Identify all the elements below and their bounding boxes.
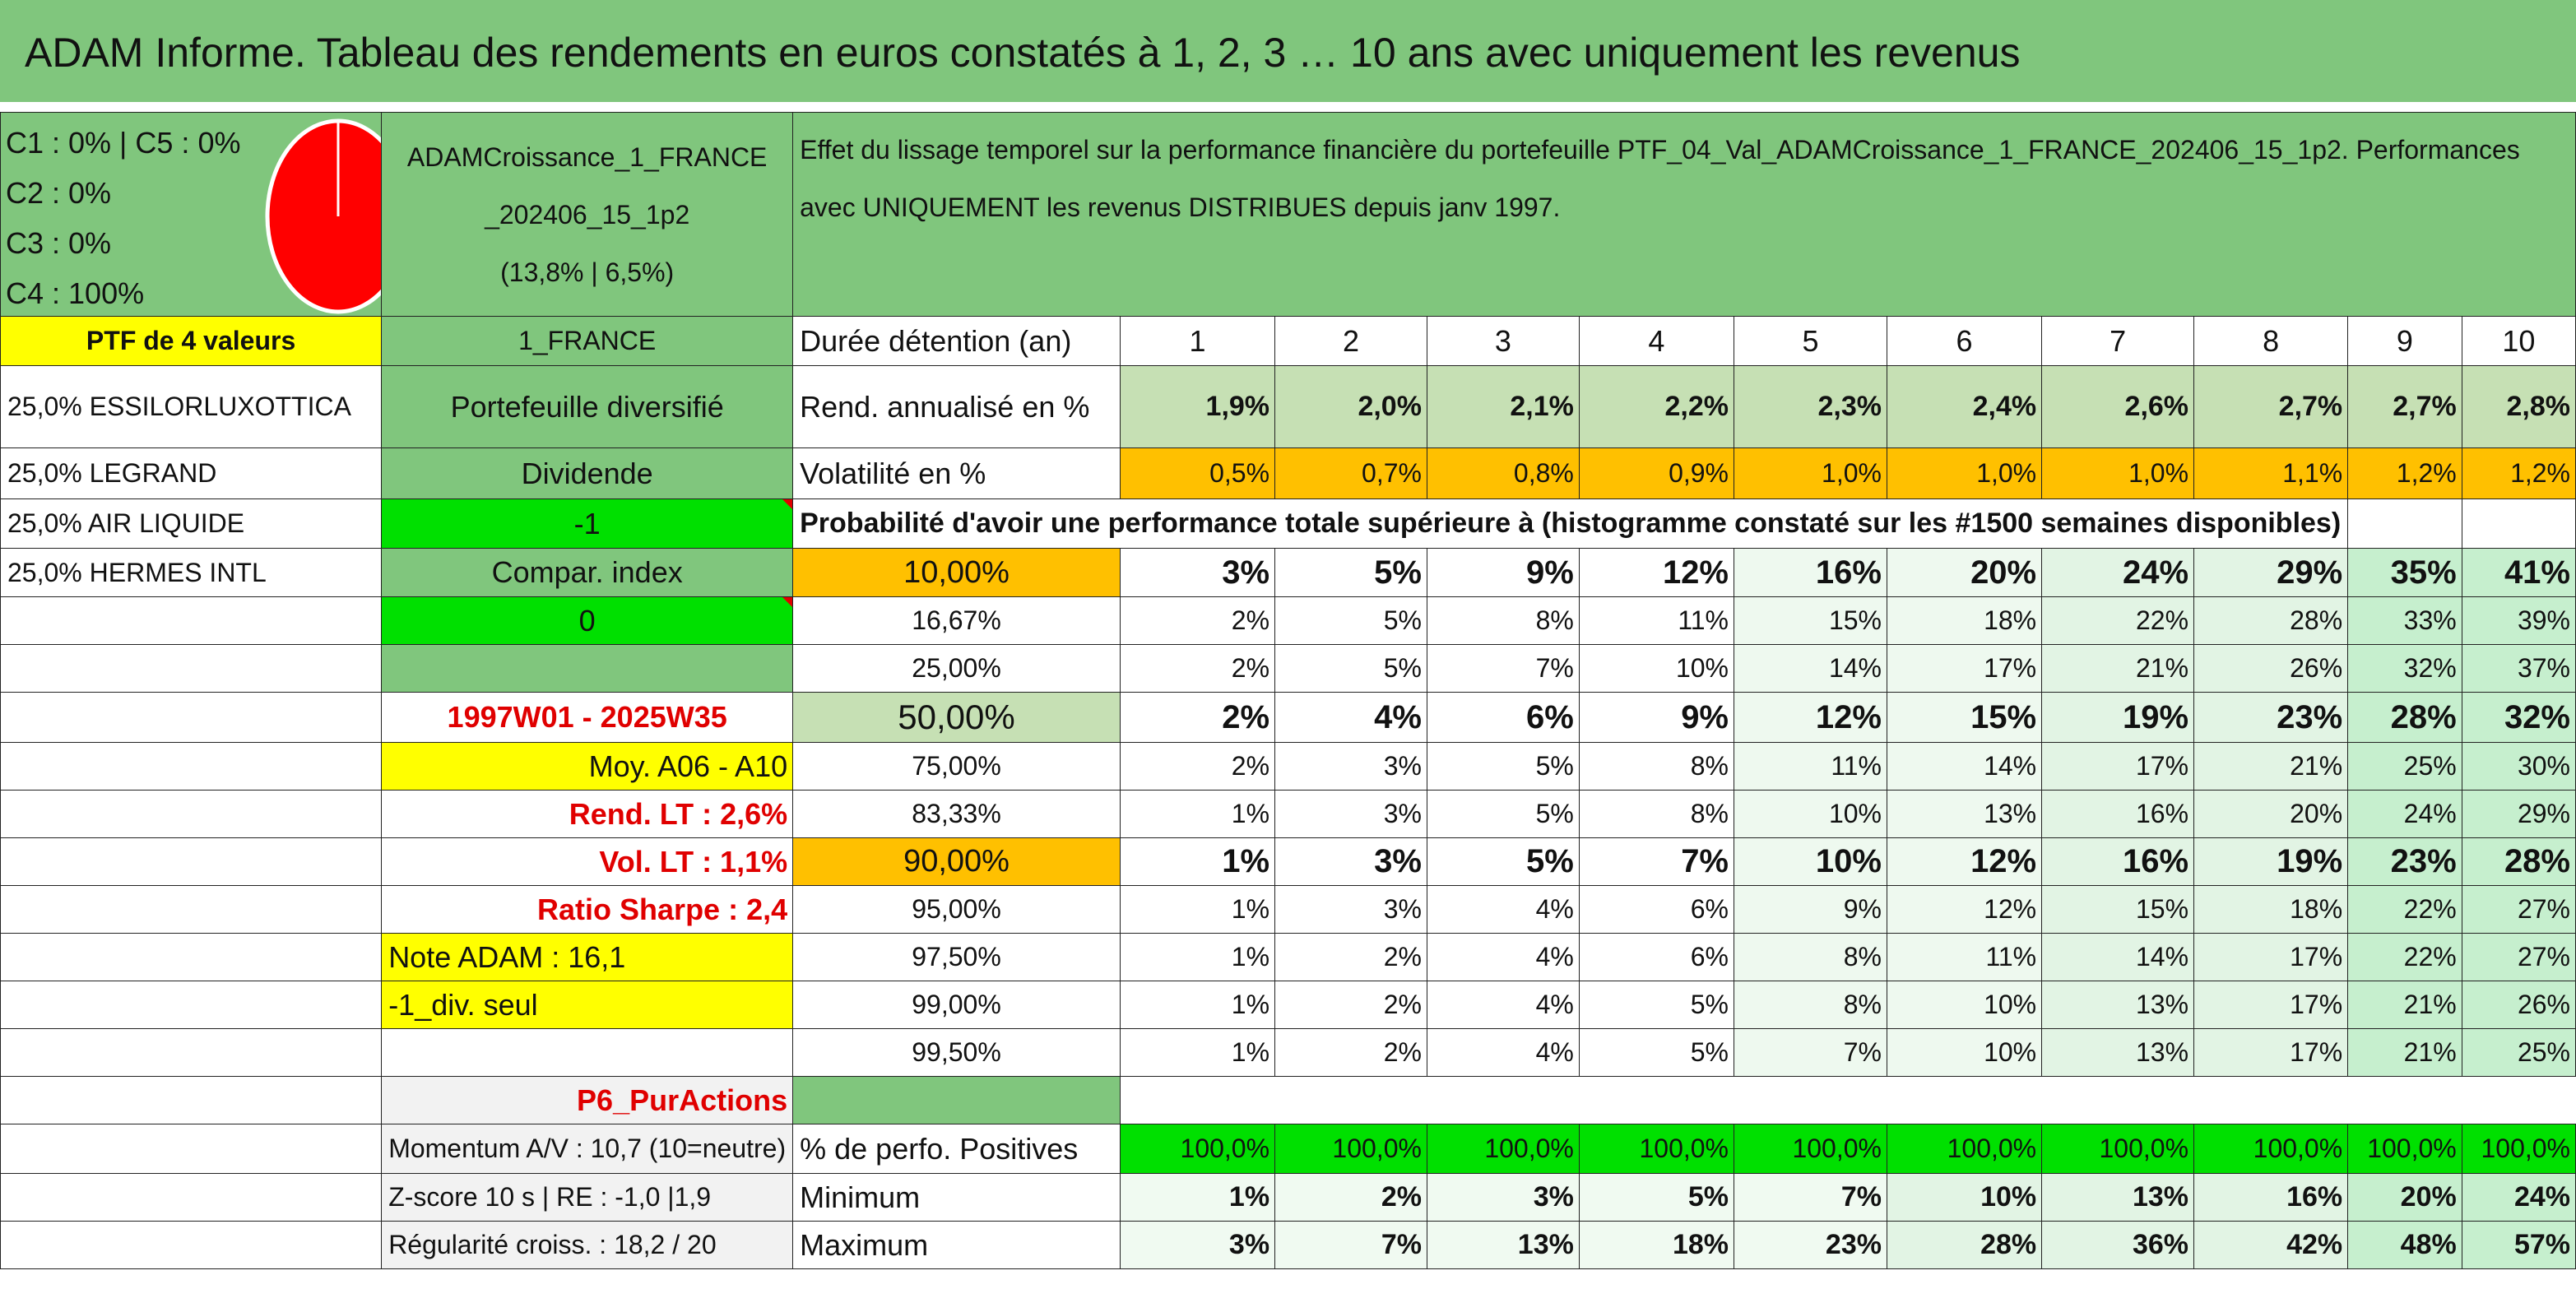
pos-value-6: 100,0%	[1887, 1124, 2041, 1174]
vol-value-6: 1,0%	[1887, 448, 2041, 499]
rend-value-2: 2,0%	[1275, 366, 1427, 448]
proba-value-9-4: 6%	[1579, 934, 1734, 981]
proba-value-2-3: 8%	[1427, 597, 1579, 645]
proba-value-11-5: 7%	[1734, 1029, 1887, 1077]
proba-value-3-8: 26%	[2194, 645, 2348, 693]
proba-value-7-2: 3%	[1275, 838, 1427, 886]
fund-name-line1: ADAMCroissance_1_FRANCE	[406, 141, 768, 172]
proba-value-5-2: 3%	[1275, 743, 1427, 791]
proba-value-9-1: 1%	[1120, 934, 1274, 981]
proba-value-1-10: 41%	[2462, 549, 2575, 597]
empty-cell	[1120, 1077, 2575, 1124]
period-range: 1997W01 - 2025W35	[382, 693, 793, 743]
momentum: Momentum A/V : 10,7 (10=neutre)	[382, 1124, 793, 1174]
proba-value-11-3: 4%	[1427, 1029, 1579, 1077]
max-value-8: 42%	[2194, 1222, 2348, 1269]
proba-value-8-9: 22%	[2348, 886, 2462, 934]
max-value-1: 3%	[1120, 1222, 1274, 1269]
legend-c4: C4 : 100%	[6, 276, 145, 310]
proba-value-8-4: 6%	[1579, 886, 1734, 934]
proba-value-8-1: 1%	[1120, 886, 1274, 934]
proba-value-4-3: 6%	[1427, 693, 1579, 743]
pos-value-7: 100,0%	[2042, 1124, 2194, 1174]
proba-value-7-10: 28%	[2462, 838, 2575, 886]
proba-value-1-8: 29%	[2194, 549, 2348, 597]
proba-value-3-4: 10%	[1579, 645, 1734, 693]
proba-value-2-7: 22%	[2042, 597, 2194, 645]
rend-lt: Rend. LT : 2,6%	[382, 791, 793, 838]
fund-name-line2: _202406_15_1p2	[485, 199, 690, 230]
vol-value-2: 0,7%	[1275, 448, 1427, 499]
threshold-11: 99,50%	[793, 1029, 1121, 1077]
vol-value-9: 1,2%	[2348, 448, 2462, 499]
empty-cell	[1, 1029, 382, 1077]
proba-value-3-2: 5%	[1275, 645, 1427, 693]
proba-value-9-10: 27%	[2462, 934, 2575, 981]
proba-value-7-7: 16%	[2042, 838, 2194, 886]
dividend-label: Dividende	[382, 448, 793, 499]
pos-value-3: 100,0%	[1427, 1124, 1579, 1174]
holding-1: 25,0% ESSILORLUXOTTICA	[1, 366, 382, 448]
proba-value-8-3: 4%	[1427, 886, 1579, 934]
proba-value-2-10: 39%	[2462, 597, 2575, 645]
allocation-cell	[1, 113, 382, 317]
proba-value-11-7: 13%	[2042, 1029, 2194, 1077]
max-value-2: 7%	[1275, 1222, 1427, 1269]
portfolio-type: Portefeuille diversifié	[382, 366, 793, 448]
allocation-pie-chart	[264, 118, 382, 315]
proba-value-10-5: 8%	[1734, 981, 1887, 1029]
proba-value-5-6: 14%	[1887, 743, 2041, 791]
threshold-9: 97,50%	[793, 934, 1121, 981]
empty-cell	[1, 981, 382, 1029]
proba-value-5-3: 5%	[1427, 743, 1579, 791]
holding-4: 25,0% HERMES INTL	[1, 549, 382, 597]
proba-value-3-5: 14%	[1734, 645, 1887, 693]
moy-label: Moy. A06 - A10	[382, 743, 793, 791]
rend-value-4: 2,2%	[1579, 366, 1734, 448]
proba-value-5-5: 11%	[1734, 743, 1887, 791]
proba-value-3-9: 32%	[2348, 645, 2462, 693]
proba-value-2-9: 33%	[2348, 597, 2462, 645]
rend-value-9: 2,7%	[2348, 366, 2462, 448]
empty-cell	[1, 693, 382, 743]
proba-value-6-5: 10%	[1734, 791, 1887, 838]
proba-value-8-5: 9%	[1734, 886, 1887, 934]
proba-value-9-8: 17%	[2194, 934, 2348, 981]
proba-value-10-7: 13%	[2042, 981, 2194, 1029]
rend-value-1: 1,9%	[1120, 366, 1274, 448]
proba-value-8-2: 3%	[1275, 886, 1427, 934]
proba-value-1-2: 5%	[1275, 549, 1427, 597]
proba-value-2-2: 5%	[1275, 597, 1427, 645]
proba-value-11-10: 25%	[2462, 1029, 2575, 1077]
empty-cell	[1, 838, 382, 886]
proba-label: Probabilité d'avoir une performance totale supérieure à (histogramme constaté sur les #1500 semaines disponibles)	[793, 499, 2348, 549]
empty-green-cell	[793, 1077, 1121, 1124]
proba-value-8-7: 15%	[2042, 886, 2194, 934]
proba-value-6-6: 13%	[1887, 791, 2041, 838]
proba-value-10-9: 21%	[2348, 981, 2462, 1029]
proba-value-8-8: 18%	[2194, 886, 2348, 934]
empty-cell	[2348, 499, 2462, 549]
pos-label: % de perfo. Positives	[793, 1124, 1121, 1174]
market-cell: 1_FRANCE	[382, 317, 793, 366]
min-value-8: 16%	[2194, 1174, 2348, 1222]
threshold-5: 75,00%	[793, 743, 1121, 791]
threshold-10: 99,00%	[793, 981, 1121, 1029]
legend-c3: C3 : 0%	[6, 226, 112, 260]
holding-2: 25,0% LEGRAND	[1, 448, 382, 499]
min-value-6: 10%	[1887, 1174, 2041, 1222]
proba-value-10-8: 17%	[2194, 981, 2348, 1029]
proba-value-7-5: 10%	[1734, 838, 1887, 886]
min-value-4: 5%	[1579, 1174, 1734, 1222]
rend-label: Rend. annualisé en %	[793, 366, 1121, 448]
proba-value-4-5: 12%	[1734, 693, 1887, 743]
min-value-3: 3%	[1427, 1174, 1579, 1222]
empty-cell	[1, 1174, 382, 1222]
year-header-8: 8	[2194, 317, 2348, 366]
proba-value-9-5: 8%	[1734, 934, 1887, 981]
max-value-4: 18%	[1579, 1222, 1734, 1269]
proba-value-6-2: 3%	[1275, 791, 1427, 838]
proba-value-4-7: 19%	[2042, 693, 2194, 743]
proba-value-3-6: 17%	[1887, 645, 2041, 693]
proba-value-4-6: 15%	[1887, 693, 2041, 743]
year-header-7: 7	[2042, 317, 2194, 366]
vol-value-5: 1,0%	[1734, 448, 1887, 499]
legend-c2: C2 : 0%	[6, 176, 112, 210]
report-grid	[0, 112, 2576, 1269]
proba-value-10-4: 5%	[1579, 981, 1734, 1029]
year-header-4: 4	[1579, 317, 1734, 366]
pos-value-4: 100,0%	[1579, 1124, 1734, 1174]
threshold-1: 10,00%	[793, 549, 1121, 597]
proba-value-6-1: 1%	[1120, 791, 1274, 838]
proba-value-1-7: 24%	[2042, 549, 2194, 597]
proba-value-2-5: 15%	[1734, 597, 1887, 645]
proba-value-1-3: 9%	[1427, 549, 1579, 597]
rend-value-8: 2,7%	[2194, 366, 2348, 448]
empty-cell	[1, 791, 382, 838]
pur-actions: P6_PurActions	[382, 1077, 793, 1124]
proba-value-11-1: 1%	[1120, 1029, 1274, 1077]
rend-value-6: 2,4%	[1887, 366, 2041, 448]
vol-value-3: 0,8%	[1427, 448, 1579, 499]
ptf-header: PTF de 4 valeurs	[1, 317, 382, 366]
year-header-6: 6	[1887, 317, 2041, 366]
proba-value-7-9: 23%	[2348, 838, 2462, 886]
dividend-value: -1	[382, 499, 793, 549]
min-label: Minimum	[793, 1174, 1121, 1222]
proba-value-9-7: 14%	[2042, 934, 2194, 981]
proba-value-2-1: 2%	[1120, 597, 1274, 645]
year-header-10: 10	[2462, 317, 2575, 366]
empty-cell	[2462, 499, 2575, 549]
proba-value-6-7: 16%	[2042, 791, 2194, 838]
holding-3: 25,0% AIR LIQUIDE	[1, 499, 382, 549]
pie-slice-c4	[267, 121, 382, 312]
max-value-3: 13%	[1427, 1222, 1579, 1269]
proba-value-7-3: 5%	[1427, 838, 1579, 886]
vol-value-4: 0,9%	[1579, 448, 1734, 499]
fund-return-vol: (13,8% | 6,5%)	[500, 257, 675, 287]
max-value-6: 28%	[1887, 1222, 2041, 1269]
empty-cell	[1, 934, 382, 981]
min-value-2: 2%	[1275, 1174, 1427, 1222]
proba-value-7-4: 7%	[1579, 838, 1734, 886]
proba-value-1-1: 3%	[1120, 549, 1274, 597]
vol-value-1: 0,5%	[1120, 448, 1274, 499]
year-header-3: 3	[1427, 317, 1579, 366]
proba-value-3-10: 37%	[2462, 645, 2575, 693]
year-header-1: 1	[1120, 317, 1274, 366]
pos-value-8: 100,0%	[2194, 1124, 2348, 1174]
legend-c1-c5: C1 : 0% | C5 : 0%	[6, 126, 241, 160]
empty-cell	[1, 886, 382, 934]
proba-value-5-7: 17%	[2042, 743, 2194, 791]
proba-value-6-9: 24%	[2348, 791, 2462, 838]
compar-value: 0	[382, 597, 793, 645]
vol-label: Volatilité en %	[793, 448, 1121, 499]
threshold-4: 50,00%	[793, 693, 1121, 743]
proba-value-1-5: 16%	[1734, 549, 1887, 597]
pos-value-2: 100,0%	[1275, 1124, 1427, 1174]
vol-value-10: 1,2%	[2462, 448, 2575, 499]
div-seul: -1_div. seul	[382, 981, 793, 1029]
year-header-5: 5	[1734, 317, 1887, 366]
empty-cell	[382, 1029, 793, 1077]
proba-value-10-10: 26%	[2462, 981, 2575, 1029]
min-value-1: 1%	[1120, 1174, 1274, 1222]
proba-value-1-9: 35%	[2348, 549, 2462, 597]
proba-value-10-3: 4%	[1427, 981, 1579, 1029]
proba-value-2-8: 28%	[2194, 597, 2348, 645]
proba-value-5-10: 30%	[2462, 743, 2575, 791]
report-title: ADAM Informe. Tableau des rendements en euros constatés à 1, 2, 3 … 10 ans avec uniquement les revenus	[0, 0, 2576, 102]
regularite: Régularité croiss. : 18,2 / 20	[382, 1222, 793, 1269]
year-header-2: 2	[1275, 317, 1427, 366]
min-value-10: 24%	[2462, 1174, 2575, 1222]
proba-value-6-4: 8%	[1579, 791, 1734, 838]
rend-value-7: 2,6%	[2042, 366, 2194, 448]
vol-lt: Vol. LT : 1,1%	[382, 838, 793, 886]
proba-value-4-10: 32%	[2462, 693, 2575, 743]
empty-cell	[1, 1077, 382, 1124]
min-value-7: 13%	[2042, 1174, 2194, 1222]
proba-value-11-9: 21%	[2348, 1029, 2462, 1077]
pos-value-9: 100,0%	[2348, 1124, 2462, 1174]
fund-name-cell	[382, 113, 793, 317]
proba-value-5-1: 2%	[1120, 743, 1274, 791]
proba-value-10-2: 2%	[1275, 981, 1427, 1029]
proba-value-11-4: 5%	[1579, 1029, 1734, 1077]
max-value-9: 48%	[2348, 1222, 2462, 1269]
threshold-3: 25,00%	[793, 645, 1121, 693]
proba-value-9-2: 2%	[1275, 934, 1427, 981]
empty-cell	[1, 645, 382, 693]
proba-value-4-4: 9%	[1579, 693, 1734, 743]
proba-value-5-9: 25%	[2348, 743, 2462, 791]
max-value-10: 57%	[2462, 1222, 2575, 1269]
proba-value-1-6: 20%	[1887, 549, 2041, 597]
proba-value-11-6: 10%	[1887, 1029, 2041, 1077]
vol-value-7: 1,0%	[2042, 448, 2194, 499]
proba-value-11-2: 2%	[1275, 1029, 1427, 1077]
proba-value-4-9: 28%	[2348, 693, 2462, 743]
empty-cell	[1, 597, 382, 645]
threshold-7: 90,00%	[793, 838, 1121, 886]
zscore: Z-score 10 s | RE : -1,0 |1,9	[382, 1174, 793, 1222]
proba-value-3-1: 2%	[1120, 645, 1274, 693]
proba-value-7-8: 19%	[2194, 838, 2348, 886]
empty-cell	[1, 1222, 382, 1269]
proba-value-2-6: 18%	[1887, 597, 2041, 645]
threshold-8: 95,00%	[793, 886, 1121, 934]
proba-value-4-2: 4%	[1275, 693, 1427, 743]
min-value-9: 20%	[2348, 1174, 2462, 1222]
rend-value-3: 2,1%	[1427, 366, 1579, 448]
empty-cell	[1, 1124, 382, 1174]
proba-value-5-4: 8%	[1579, 743, 1734, 791]
proba-value-3-3: 7%	[1427, 645, 1579, 693]
allocation-legend	[6, 118, 240, 317]
max-label: Maximum	[793, 1222, 1121, 1269]
proba-value-6-3: 5%	[1427, 791, 1579, 838]
proba-value-8-6: 12%	[1887, 886, 2041, 934]
proba-value-9-9: 22%	[2348, 934, 2462, 981]
year-header-9: 9	[2348, 317, 2462, 366]
pos-value-5: 100,0%	[1734, 1124, 1887, 1174]
threshold-2: 16,67%	[793, 597, 1121, 645]
duree-label: Durée détention (an)	[793, 317, 1121, 366]
proba-value-3-7: 21%	[2042, 645, 2194, 693]
proba-value-4-1: 2%	[1120, 693, 1274, 743]
note-adam: Note ADAM : 16,1	[382, 934, 793, 981]
proba-value-6-10: 29%	[2462, 791, 2575, 838]
ratio-sharpe: Ratio Sharpe : 2,4	[382, 886, 793, 934]
proba-value-4-8: 23%	[2194, 693, 2348, 743]
empty-cell	[1, 743, 382, 791]
proba-value-10-1: 1%	[1120, 981, 1274, 1029]
compar-label: Compar. index	[382, 549, 793, 597]
proba-value-1-4: 12%	[1579, 549, 1734, 597]
proba-value-9-6: 11%	[1887, 934, 2041, 981]
rend-value-5: 2,3%	[1734, 366, 1887, 448]
max-value-5: 23%	[1734, 1222, 1887, 1269]
proba-value-11-8: 17%	[2194, 1029, 2348, 1077]
proba-value-6-8: 20%	[2194, 791, 2348, 838]
proba-value-7-6: 12%	[1887, 838, 2041, 886]
min-value-5: 7%	[1734, 1174, 1887, 1222]
proba-value-2-4: 11%	[1579, 597, 1734, 645]
proba-value-5-8: 21%	[2194, 743, 2348, 791]
rend-value-10: 2,8%	[2462, 366, 2575, 448]
empty-green-cell	[382, 645, 793, 693]
proba-value-7-1: 1%	[1120, 838, 1274, 886]
description-cell: Effet du lissage temporel sur la performance financière du portefeuille PTF_04_Val_ADAMCroissance_1_FRANCE_202406_15_1p2. Performances avec UNIQUEMENT les revenus DISTRIBUES depuis janv 1997.	[793, 113, 2576, 317]
proba-value-9-3: 4%	[1427, 934, 1579, 981]
max-value-7: 36%	[2042, 1222, 2194, 1269]
threshold-6: 83,33%	[793, 791, 1121, 838]
proba-value-8-10: 27%	[2462, 886, 2575, 934]
pos-value-1: 100,0%	[1120, 1124, 1274, 1174]
pos-value-10: 100,0%	[2462, 1124, 2575, 1174]
vol-value-8: 1,1%	[2194, 448, 2348, 499]
proba-value-10-6: 10%	[1887, 981, 2041, 1029]
